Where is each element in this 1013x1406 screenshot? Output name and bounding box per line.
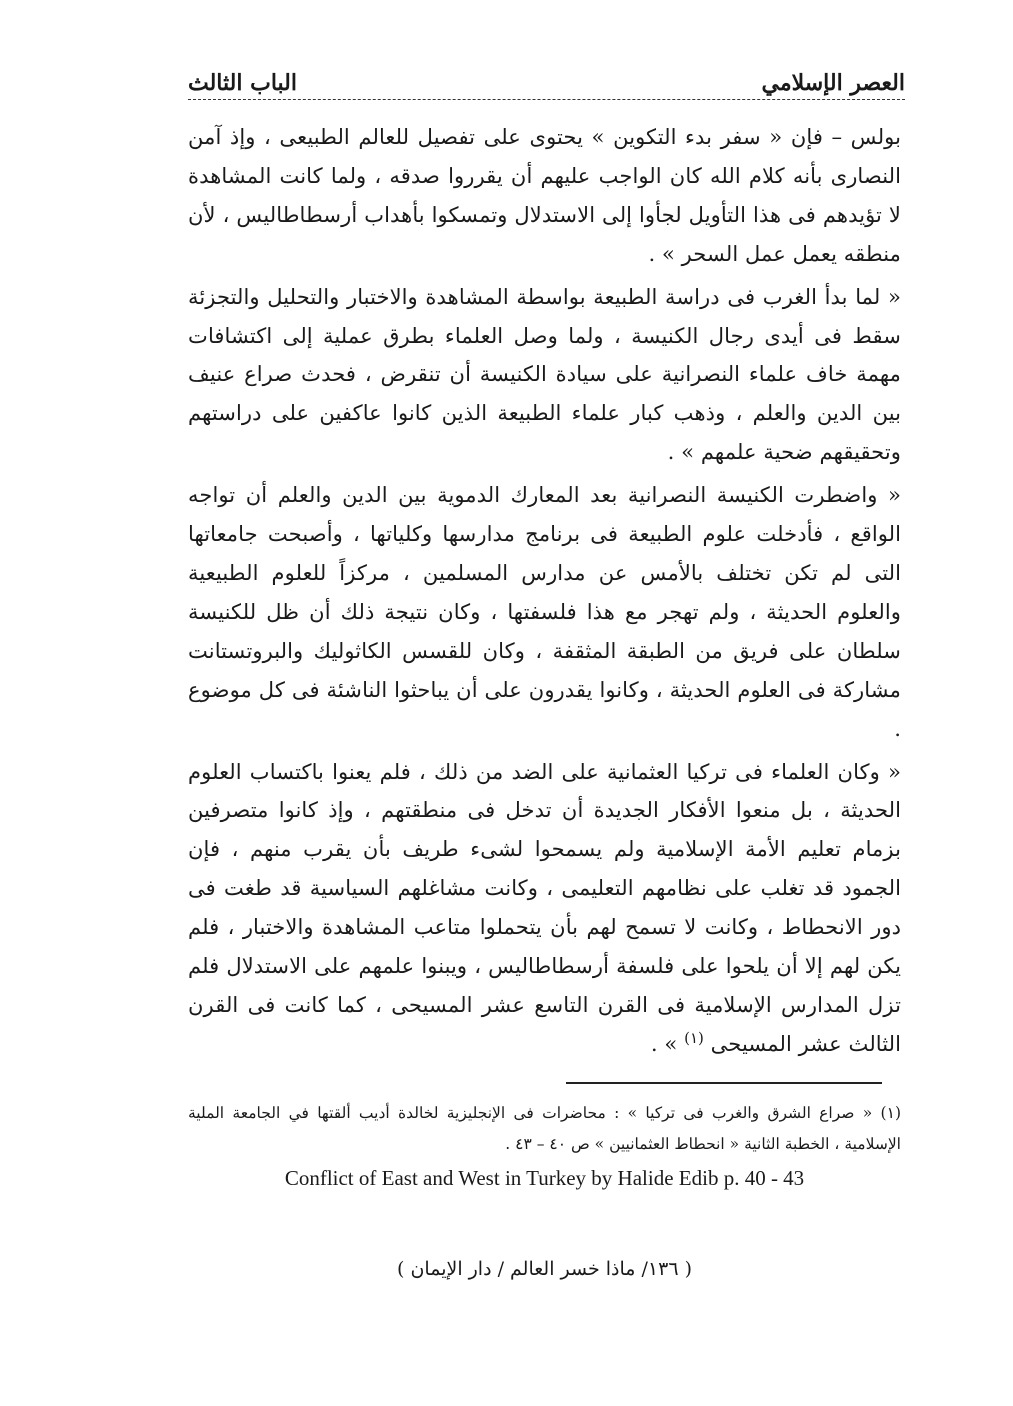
paragraph-4 — [188, 753, 901, 1064]
paragraph-3: « واضطرت الكنيسة النصرانية بعد المعارك الدموية بين الدين والعلم أن تواجه الواقع ، فأدخلت علوم الطبيعة فى برنامج مدارسها وكلياتها ، وأصبحت جامعاتها التى لم تكن تختلف بالأمس عن مدارس المسلمين ، مركزاً للعلوم الطبيعية والعلوم الحديثة ، ولم تهجر مع هذا فلسفتها ، وكان نتيجة ذلك أن ظل للكنيسة سلطان على فريق من الطبقة المثقفة ، وكان للقسس الكاثوليك والبروتستانت مشاركة فى العلوم الحديثة ، وكانوا يقدرون على أن يباحثوا الناشئة فى كل موضوع . — [188, 482, 901, 741]
paragraph-4-text: « وكان العلماء فى تركيا العثمانية على الضد من ذلك ، فلم يعنوا باكتساب العلوم الحديثة ، بل منعوا الأفكار الجديدة أن تدخل فى منطقتهم ، وإذ كانوا متصرفين بزمام تعليم الأمة الإسلامية ولم يسمحوا لشىء طريف بأن يقرب منهم ، فإن الجمود قد تغلب على نظامهم التعليمى ، وكانت مشاغلهم السياسية قد طغت فى دور الانحطاط ، وكانت لا تسمح لهم بأن يتحملوا متاعب المشاهدة والاختبار ، فلم يكن لهم إلا أن يلحوا على فلسفة أرسطاطاليس ، ويبنوا علمهم على الاستدلال فلم تزل المدارس الإسلامية فى القرن التاسع عشر المسيحى ، كما كانت فى القرن الثالث عشر المسيحى — [188, 758, 901, 1056]
header-book-title: العصر الإسلامي — [761, 70, 905, 96]
footnote-divider — [566, 1082, 882, 1084]
page-footer: ( ١٣٦/ ماذا خسر العالم / دار الإيمان ) — [397, 1258, 692, 1280]
running-header — [188, 62, 905, 96]
paragraph-2: « لما بدأ الغرب فى دراسة الطبيعة بواسطة المشاهدة والاختبار والتحليل والتجزئة سقط فى أيدى رجال الكنيسة ، ولما وصل العلماء بطرق عملية إلى اكتشافات مهمة خاف علماء النصرانية على سيادة الكنيسة أن تنقرض ، فحدث صراع عنيف بين الدين والعلم ، وذهب كبار علماء الطبيعة الذين كانوا عاكفين على دراستهم وتحقيقهم ضحية علمهم » . — [188, 283, 901, 465]
footnote-reference[interactable]: (١) — [684, 1028, 704, 1047]
footnote-english: Conflict of East and West in Turkey by Halide Edib p. 40 - 43 — [284, 1166, 805, 1190]
paragraph-1: بولس – فإن « سفر بدء التكوين » يحتوى على تفصيل للعالم الطبيعى ، وإذ آمن النصارى بأنه كلام الله كان الواجب عليهم أن يقرروا صدقه ، ولما كانت المشاهدة لا تؤيدهم فى هذا التأويل لجأوا إلى الاستدلال وتمسكوا بأهداب أرسطاطاليس ، لأن منطقه يعمل عمل السحر » . — [188, 124, 901, 266]
paragraph-4-closing: » . — [650, 1030, 678, 1056]
footnote-arabic: (١) « صراع الشرق والغرب فى تركيا » : محاضرات فى الإنجليزية لخالدة أديب ألقتها في الجامعة الملية الإسلامية ، الخطبة الثانية « انحطاط العثمانيين » ص ٤٠ – ٤٣ . — [188, 1104, 901, 1153]
header-chapter-title: الباب الثالث — [188, 70, 297, 96]
main-text — [188, 118, 901, 1064]
header-divider — [188, 99, 905, 100]
